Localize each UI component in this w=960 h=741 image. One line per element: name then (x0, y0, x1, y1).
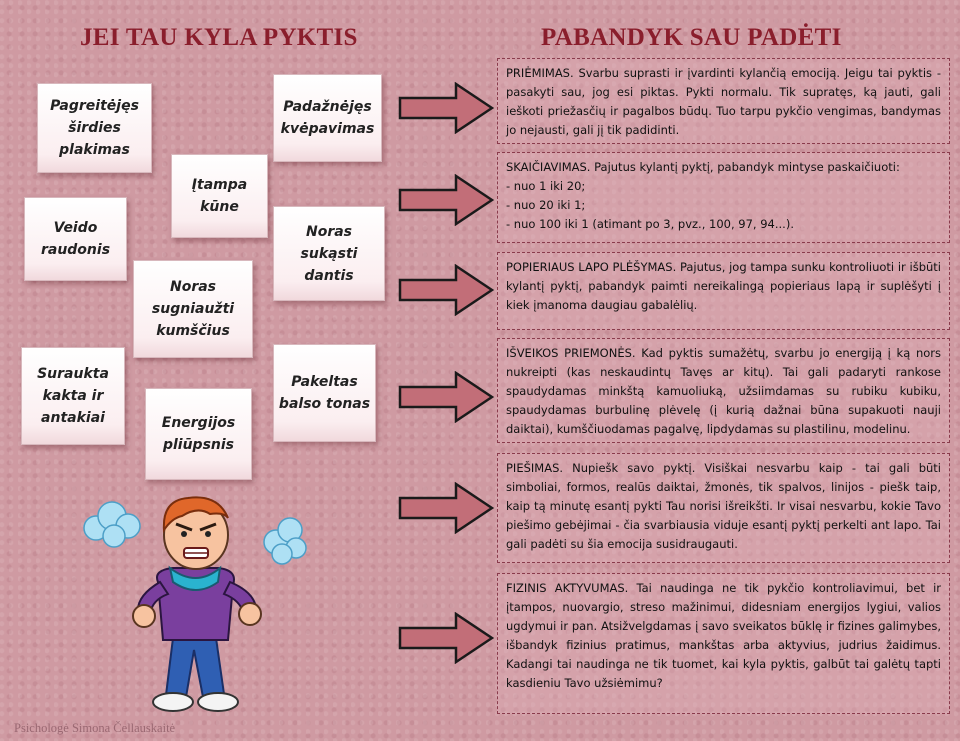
tip-drawing: PIEŠIMAS. Nupiešk savo pyktį. Visiškai nesvarbu kaip - tai gali būti simboliai, formos, realūs daiktai, žmonės, tik spalvos, linijos - piešk taip, kaip tą minutę esantį pykti Tau norisi išreikšti. Ir visai nesvarbu, kokie Tavo piešimo gebėjimai - čia svarbiausia viduje esantį pyktį perkelti ant lapo. Tai gali padėti su šia emocija susidraugauti. (497, 453, 950, 563)
arrow-icon (398, 482, 494, 534)
tip-physical-activity: FIZINIS AKTYVUMAS. Tai naudinga ne tik pykčio kontroliavimui, bet ir įtampos, nuovargio, streso mažinimui, didesniam energijos lygiui, valios ugdymui ir pan. Atsižvelgdamas į savo sveikatos būklę ir fizines galimybes, išbandyk fizinius pratimus, mankštas arba aktyvius, judrius žaidimus. Kadangi tai naudinga ne tik tuomet, kai kyla pyktis, galbūt tai galėtų tapti kasdieniu Tavo užsiėmimu? (497, 573, 950, 714)
symptom-face-redness: Veido raudonis (24, 197, 127, 281)
tip-counting (497, 152, 950, 243)
angry-boy-illustration (78, 490, 308, 725)
symptom-heart-rate: Pagreitėjęs širdies plakimas (37, 83, 152, 173)
tip-paper-tearing: POPIERIAUS LAPO PLĖŠYMAS. Pajutus, jog tampa sunku kontroliuoti ir išbūti kylantį pyktį, pabandyk paimti nereikalingą popieriaus lapą ir suplėšyti į kiek įmanoma daugiau gabalėlių. (497, 252, 950, 330)
symptom-energy-burst: Energijos pliūpsnis (145, 388, 252, 480)
right-heading: PABANDYK SAU PADĖTI (541, 24, 842, 51)
counting-item: - nuo 100 iki 1 (atimant po 3, pvz., 100, 97, 94...). (506, 217, 794, 231)
arrow-icon (398, 264, 494, 316)
arrow-icon (398, 612, 494, 664)
symptom-breathing: Padažnėjęs kvėpavimas (273, 74, 382, 162)
symptom-body-tension: Įtampa kūne (171, 154, 268, 238)
arrow-icon (398, 82, 494, 134)
left-heading: JEI TAU KYLA PYKTIS (80, 24, 358, 51)
symptom-teeth-clench: Noras sukąsti dantis (273, 206, 385, 301)
counting-item: - nuo 20 iki 1; (506, 198, 586, 212)
tip-acceptance: PRIĖMIMAS. Svarbu suprasti ir įvardinti kylančią emociją. Jeigu tai pyktis - pasakyti sau, jog esi piktas. Pykti normalu. Tik supratęs, ką jauti, gali ieškoti priežasčių ir pagalbos būdų. Tuo tarpu pykčio vengimas, bandymas jo nejausti, gali jį tik padidinti. (497, 58, 950, 144)
arrow-icon (398, 174, 494, 226)
counting-item: - nuo 1 iki 20; (506, 179, 586, 193)
symptom-fist-clench: Noras sugniaužti kumščius (133, 260, 253, 358)
counting-intro: SKAIČIAVIMAS. Pajutus kylantį pyktį, pabandyk mintyse paskaičiuoti: (506, 160, 900, 174)
author-credit: Psichologė Simona Čellauskaitė (14, 721, 176, 735)
symptom-frowned-brow: Suraukta kakta ir antakiai (21, 347, 125, 445)
symptom-raised-voice: Pakeltas balso tonas (273, 344, 376, 442)
tip-release-tools: IŠVEIKOS PRIEMONĖS. Kad pyktis sumažėtų, svarbu jo energiją į ką nors nukreipti (kas neskaudintų Tavęs ar kitų). Tai gali padaryti rankose spaudydamas minkštą kamuoliuką, užsiimdamas su rubiku kubiku, spaudydamas burbulinę plėvelę (į kurią dažnai būna supakuoti nauji daiktai), kumščiuodamas pagalvę, lipdydamas su plastilinu, modelinu. (497, 338, 950, 443)
arrow-icon (398, 371, 494, 423)
